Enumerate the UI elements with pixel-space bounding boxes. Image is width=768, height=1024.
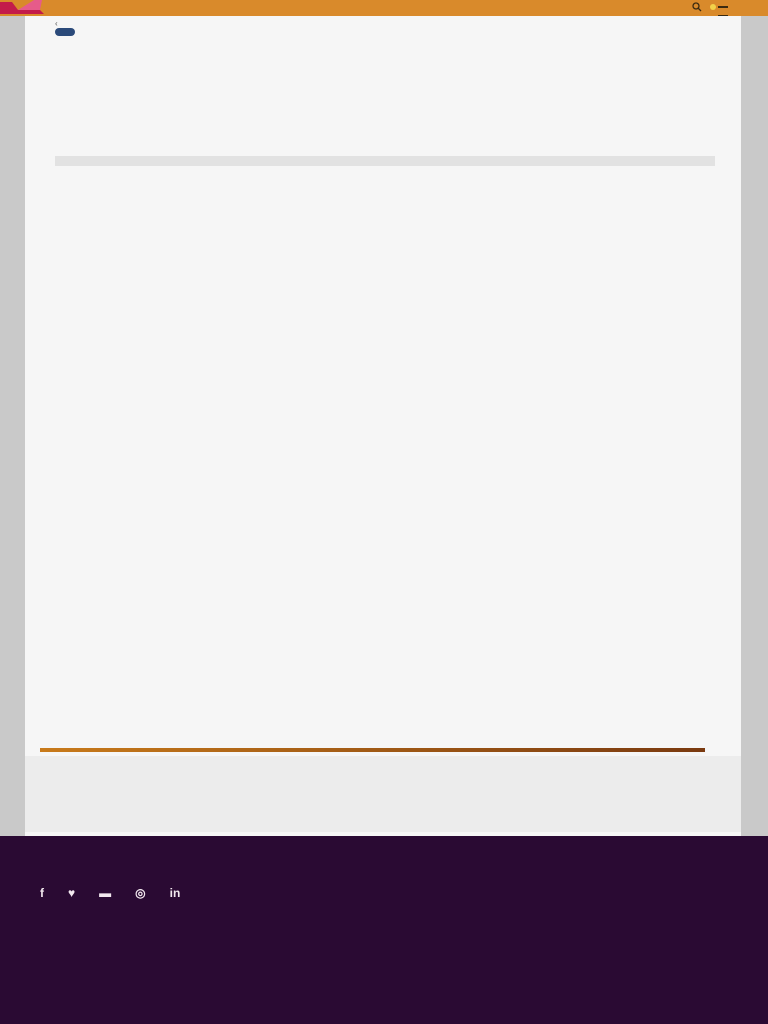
linkedin-icon[interactable]: in: [169, 886, 181, 900]
fandom-logo-icon[interactable]: [0, 0, 60, 14]
instagram-icon[interactable]: ◎: [135, 886, 146, 900]
twitter-icon[interactable]: ♥: [68, 886, 76, 900]
facebook-icon[interactable]: f: [40, 886, 44, 900]
right-gutter: [741, 16, 768, 836]
youtube-icon[interactable]: ▬: [99, 886, 112, 900]
related-discussions: [25, 756, 741, 832]
avatar[interactable]: [55, 28, 75, 36]
back-to-all-posts-link[interactable]: ‹: [55, 19, 58, 28]
site-footer: [0, 836, 768, 1024]
top-navigation-bar: [0, 0, 768, 16]
section-divider: [40, 748, 705, 752]
comment-header: [55, 19, 715, 36]
discussion-thread: [25, 16, 741, 836]
search-icon[interactable]: [692, 2, 702, 12]
view-older-replies-button[interactable]: [55, 156, 715, 166]
left-gutter: [0, 16, 25, 836]
author-row: [55, 28, 715, 36]
social-icons: [40, 886, 180, 900]
notification-icon[interactable]: [708, 2, 718, 12]
